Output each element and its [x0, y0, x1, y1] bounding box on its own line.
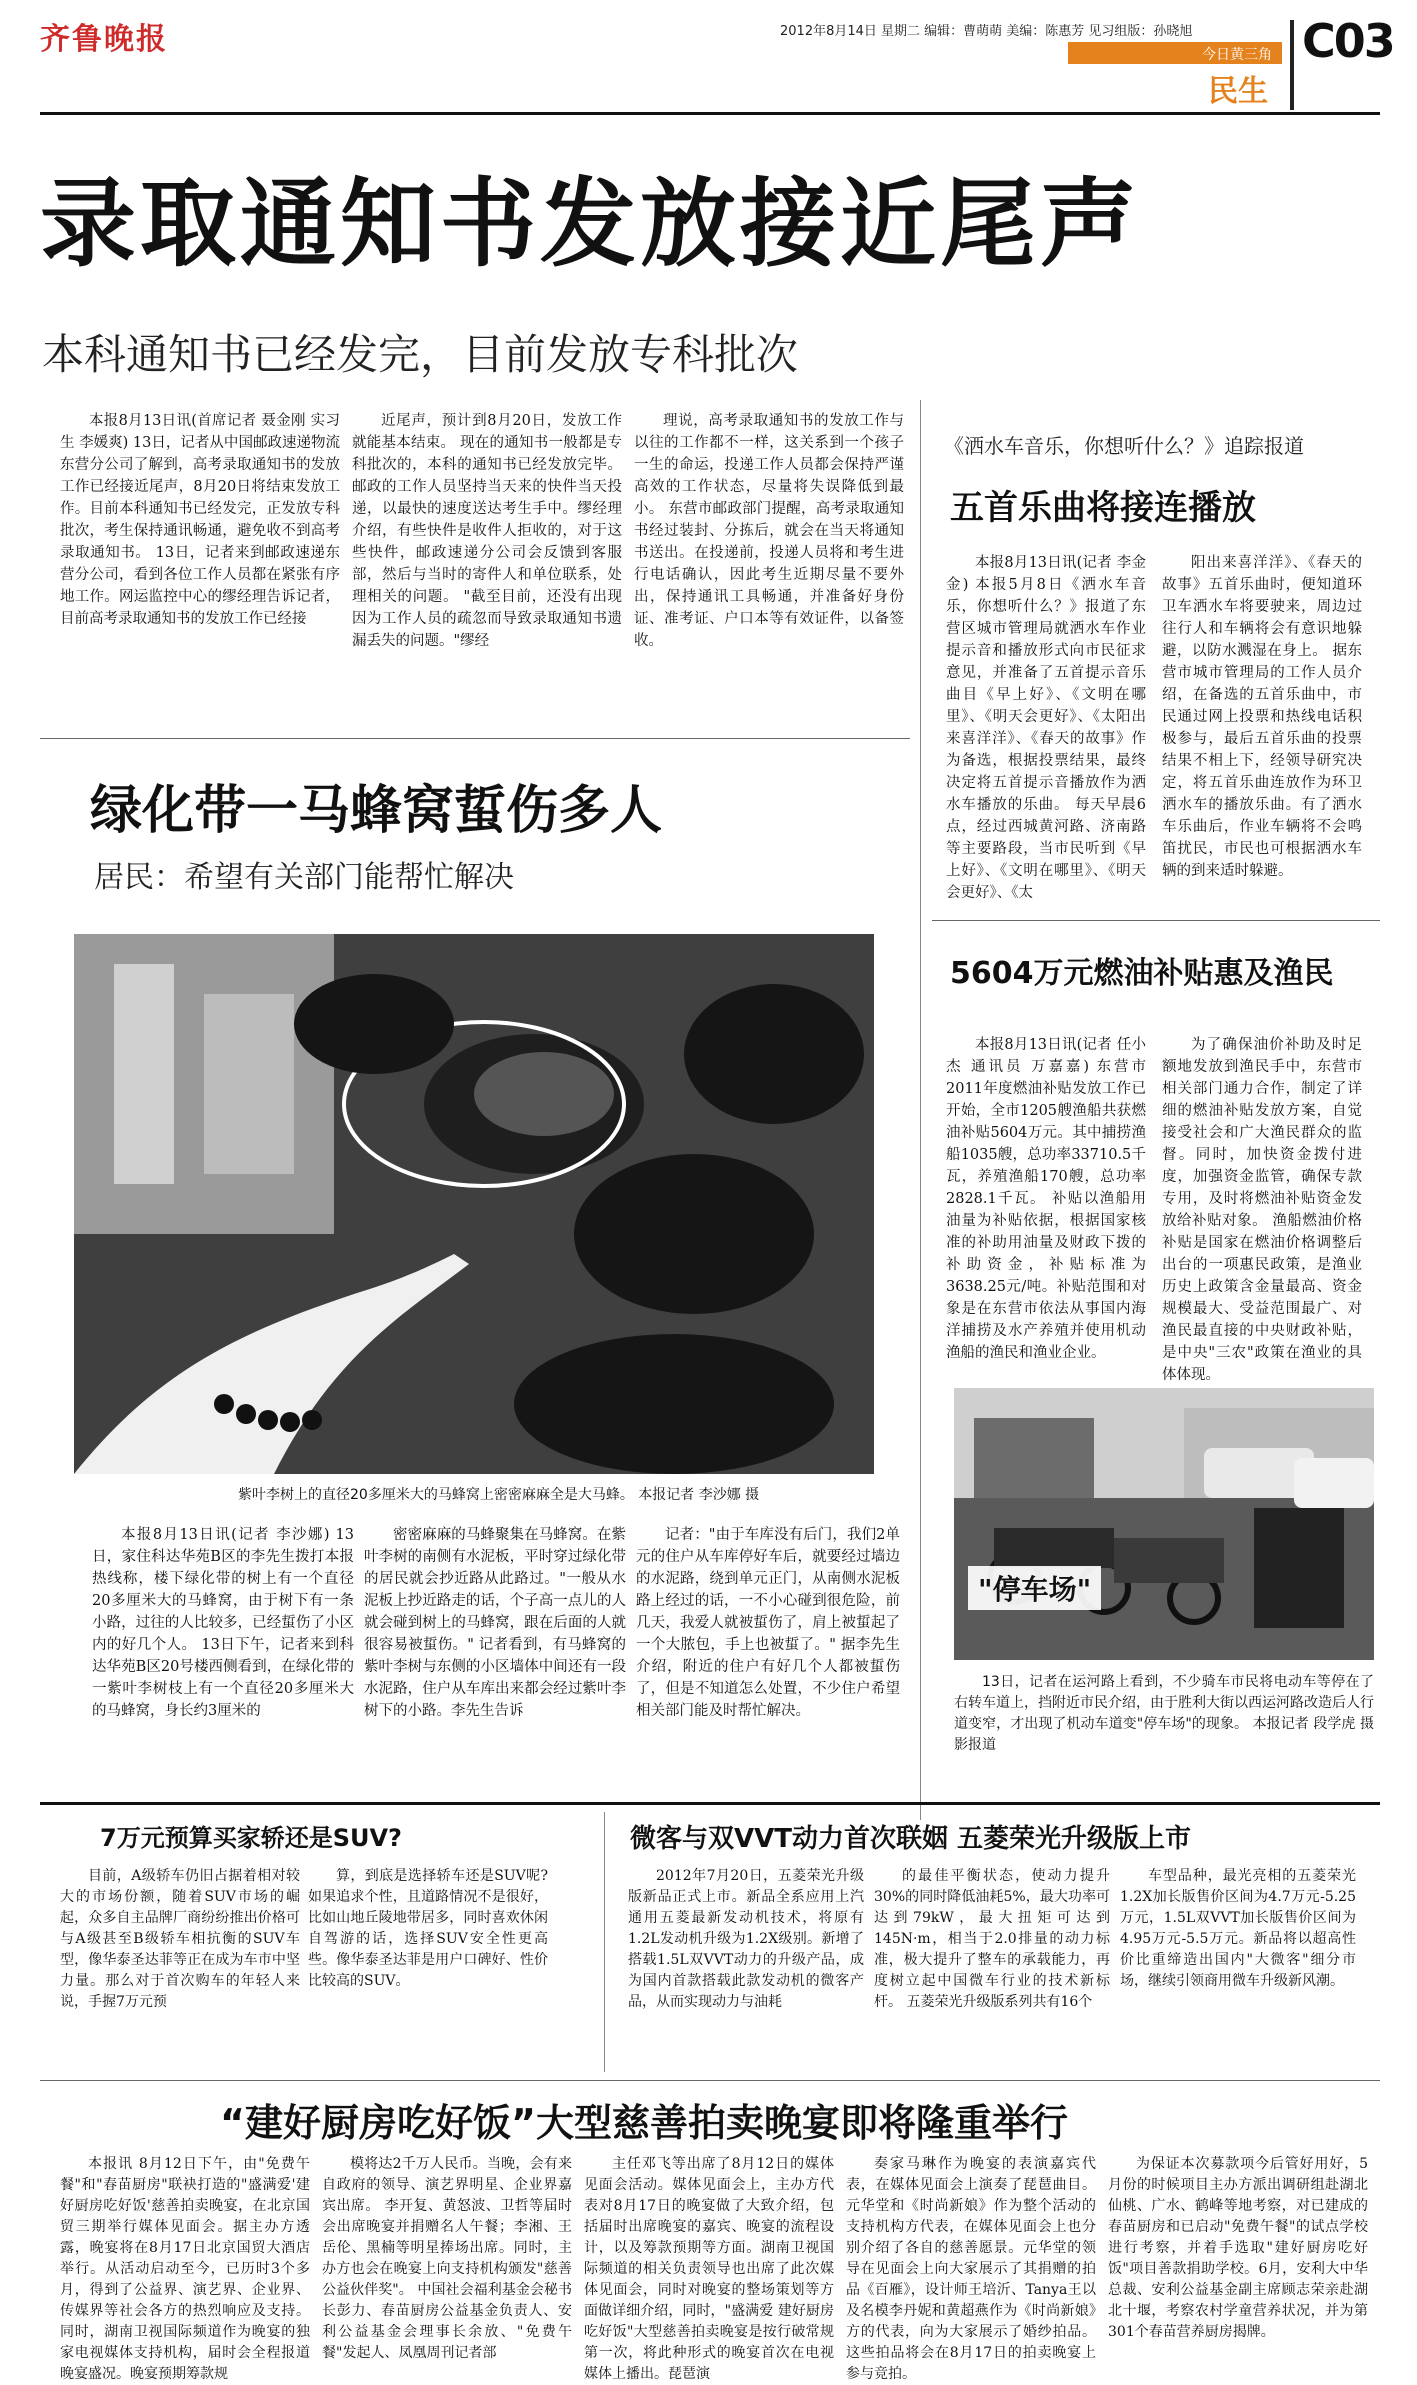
parking-tag: "停车场" [968, 1566, 1101, 1610]
lead-subheadline: 本科通知书已经发完，目前发放专科批次 [42, 330, 799, 379]
wasp-kicker: 居民：希望有关部门能帮忙解决 [94, 860, 514, 895]
suv-col-2: 算，到底是选择轿车还是SUV呢? 如果追求个性，且道路情况不是很好，比如山地丘陵地带居多，同时喜欢休闲自驾游的话，选择SUV安全性更高些。像华泰圣达菲是用户口碑好、性价比较高的SUV。 [308, 1868, 548, 1989]
wasp-caption: 紫叶李树上的直径20多厘米大的马蜂窝上密密麻麻全是大马蜂。 本报记者 李沙娜 摄 [238, 1487, 760, 1503]
wuling-col-3: 车型品种，最光亮相的五菱荣光1.2X加长版售价区间为4.7万元-5.25万元，1.5L双VVT加长版售价区间为4.95万元-5.5万元。新品将以超高性价比重缔造出国内"大微客"细分市场，继续引领商用微车升级新风潮。 [1120, 1868, 1356, 1989]
wasp-col-2: 密密麻麻的马蜂聚集在马蜂窝。在紫叶李树的南侧有水泥板，平时穿过绿化带的居民就会抄近路从此路过。"一般从水泥板上抄近路走的话，个子高一点儿的人就会碰到树上的马蜂窝，跟在后面的人就很容易被蜇伤。" 记者看到，有马蜂窝的紫叶李树与东侧的小区墙体中间还有一段水泥路，住户从车库出来都会经过紫叶李树下的小路。李先生告诉 [364, 1527, 626, 1719]
issue-meta: 2012年8月14日 星期二 编辑：曹萌萌 美编：陈惠芳 见习组版：孙晓旭 [780, 24, 1193, 39]
parking-caption: 13日，记者在运河路上看到，不少骑车市民将电动车等停在了右转车道上，挡附近市民介绍，由于胜利大街以西运河路改造后人行道变窄，才出现了机动车道变"停车场"的现象。 本报记者 段学虎 摄影报道 [954, 1674, 1374, 1753]
fuel-col-1: 本报8月13日讯(记者 任小杰 通讯员 万嘉嘉) 东营市2011年度燃油补贴发放工作已开始，全市1205艘渔船共获燃油补贴5604万元。其中捕捞渔船1035艘，总功率33710.5千瓦，养殖渔船170艘，总功率2828.1千瓦。 补贴以渔船用油量为补贴依据，根据国家核准的补助用油量及财政下拨的补助资金，补贴标准为3638.25元/吨。补贴范围和对象是在东营市依法从事国内海洋捕捞及水产养殖并使用机动渔船的渔民和渔业企业。 [946, 1037, 1146, 1361]
music-col-2: 阳出来喜洋洋》、《春天的故事》五首乐曲时，便知道环卫车洒水车将要驶来，周边过往行人和车辆将会有意识地躲避，以防水溅湿在身上。 据东营市城市管理局的工作人员介绍，在备选的五首乐曲中，市民通过网上投票和热线电话积极参与，最后五首乐曲的投票结果不相上下，经领导研究决定，将五首乐曲连放作为环卫洒水车的播放乐曲。有了洒水车乐曲后，作业车辆将不会鸣笛扰民，市民也可根据洒水车辆的到来适时躲避。 [1162, 555, 1362, 879]
wuling-col-2: 的最佳平衡状态，使动力提升30%的同时降低油耗5%，最大功率可达到79kW，最大扭矩可达到145N·m，相当于2.0排量的动力标准，极大提升了整车的承载能力，再度树立起中国微车行业的技术新标杆。 五菱荣光升级版系列共有16个 [874, 1868, 1110, 2010]
bottom-rule [40, 1802, 1380, 1805]
header-divider [1290, 20, 1294, 110]
parking-scene-graphic [954, 1388, 1374, 1660]
column-divider [920, 400, 921, 1820]
rule [40, 738, 910, 739]
music-col-1: 本报8月13日讯(记者 李金金) 本报5月8日《洒水车音乐，你想听什么？》报道了东营区城市管理局就洒水车作业提示音和播放形式向市民征求意见，并准备了五首提示音乐曲目《早上好》、《文明在哪里》、《明天会更好》、《太阳出来喜洋洋》、《春天的故事》作为备选，根据投票结果，最终决定将五首提示音播放作为洒水车播放的乐曲。 每天早晨6点，经过西城黄河路、济南路等主要路段，当市民听到《早上好》、《文明在哪里》、《明天会更好》、《太 [946, 555, 1146, 901]
wuling-headline: 微客与双VVT动力首次联姻 五菱荣光升级版上市 [630, 1824, 1192, 1854]
section-label: 民生 [1208, 74, 1268, 109]
lead-col-2: 近尾声，预计到8月20日，发放工作就能基本结束。 现在的通知书一般都是专科批次的，本科的通知书已经发放完毕。邮政的工作人员坚持当天来的快件当天投递，以最快的速度送达考生手中。缪经理介绍，有些快件是收件人拒收的，对于这些快件，邮政速递分公司会反馈到客服部，然后与当时的寄件人和单位联系，处理相关的问题。 "截至目前，还没有出现因为工作人员的疏忽而导致录取通知书遗漏丢失的问题。"缪经 [352, 413, 622, 649]
lead-col-3: 理说，高考录取通知书的发放工作与以往的工作都不一样，这关系到一个孩子一生的命运，投递工作人员都会保持严谨高效的工作状态，尽量将失误降低到最小。 东营市邮政部门提醒，高考录取通知书经过装封、分拣后，就会在当天将通知书送出。在投递前，投递人员将和考生进行电话确认，因此考生近期尽量不要外出，保持通讯工具畅通，并准备好身份证、准考证、户口本等有效证件，以备签收。 [634, 413, 904, 649]
charity-col-2: 模将达2千万人民币。当晚，会有来自政府的领导、演艺界明星、企业界嘉宾出席。 李开复、黄怒波、卫哲等届时会出席晚宴并捐赠名人午餐；李湘、王岳伦、黑楠等明星捧场出席。同时，主办方也会在晚宴上向支持机构颁发"慈善公益伙伴奖"。 中国社会福利基金会秘书长彭力、春苗厨房公益基金负责人、安利公益基金会理事长余放、"免费午餐"发起人、凤凰周刊记者部 [322, 2156, 572, 2361]
music-kicker: 《洒水车音乐，你想听什么？》追踪报道 [944, 434, 1304, 458]
wasp-headline: 绿化带一马蜂窝蜇伤多人 [90, 781, 663, 841]
masthead-logo: 齐鲁晚报 [40, 22, 168, 57]
header-rule [40, 112, 1380, 115]
parking-photo [954, 1388, 1374, 1660]
charity-col-3: 主任邓飞等出席了8月12日的媒体见面会活动。媒体见面会上，主办方代表对8月17日的晚宴做了大致介绍，包括届时出席晚宴的嘉宾、晚宴的流程设计，以及筹款预期等方面。湖南卫视国际频道的相关负责领导也出席了此次媒体见面会，同时对晚宴的整场策划等方面做详细介绍，同时，"盛满爱 建好厨房吃好饭"大型慈善拍卖晚宴是按行破常规第一次，将此种形式的晚宴首次在电视媒体上播出。琵琶演 [584, 2156, 834, 2382]
wasp-col-3: 记者："由于车库没有后门，我们2单元的住户从车库停好车后，就要经过墙边的水泥路，绕到单元正门，从南侧水泥板路上经过的话，一不小心碰到很危险，前几天，我爱人就被蜇伤了，肩上被蜇起了一个大脓包，手上也被蜇了。" 据李先生介绍，附近的住户有好几个人都被蜇伤了，但是不知道怎么处置，不少住户希望相关部门能及时帮忙解决。 [636, 1527, 900, 1719]
suv-col-1: 目前，A级轿车仍旧占据着相对较大的市场份额，随着SUV市场的崛起，众多自主品牌厂商纷纷推出价格可与A级甚至B级轿车相抗衡的SUV车型，像华泰圣达菲等正在成为车市中坚力量。那么对于首次购车的年轻人来说，手握7万元预 [60, 1868, 300, 2010]
wasp-nest-photo [74, 934, 874, 1474]
charity-col-4: 奏家马琳作为晚宴的表演嘉宾代表，在媒体见面会上演奏了琵琶曲目。元华堂和《时尚新娘》作为整个活动的支持机构方代表，在媒体见面会上也分别介绍了各自的慈善愿景。元华堂的领导在见面会上向大家展示了其捐赠的拍品《百雁》，设计师王培沂、Tanya王以及名模李丹妮和黄超燕作为《时尚新娘》方的代表，向为大家展示了婚纱拍品。这些拍品将会在8月17日的拍卖晚宴上参与竞拍。 [846, 2156, 1096, 2382]
rule [40, 2080, 1380, 2081]
wuling-col-1: 2012年7月20日，五菱荣光升级版新品正式上市。新品全系应用上汽通用五菱最新发动机技术，将原有1.2L发动机升级为1.2X级别。新增了搭载1.5L双VVT动力的升级产品，成为国内首款搭载此款发动机的微客产品，从而实现动力与油耗 [628, 1868, 864, 2010]
charity-col-5: 为保证本次募款项今后管好用好，5月份的时候项目主办方派出调研组赴湖北仙桃、广水、鹤峰等地考察，对已建成的春苗厨房和已启动"免费午餐"的试点学校进行考察，并着手选取"建好厨房吃好饭"项目善款捐助学校。6月，安利大中华总裁、安利公益基金副主席顾志荣亲赴湖北十堰，考察农村学童营养状况，并为第301个春苗营养厨房揭牌。 [1108, 2156, 1368, 2340]
wasp-nest-scene-graphic [74, 934, 874, 1474]
wasp-col-1: 本报8月13日讯(记者 李沙娜) 13日，家住科达华苑B区的李先生拨打本报热线称，楼下绿化带的树上有一个直径20多厘米大的马蜂窝，由于树下有一条小路，过往的人比较多，已经蜇伤了小区内的好几个人。 13日下午，记者来到科达华苑B区20号楼西侧看到，在绿化带的一紫叶李树枝上有一个直径20多厘米大的马蜂窝，身长约3厘米的 [92, 1527, 354, 1719]
lead-col-1: 本报8月13日讯(首席记者 聂金刚 实习生 李媛爽) 13日，记者从中国邮政速递物流东营分公司了解到，高考录取通知书的发放工作已经接近尾声，8月20日将结束发放工作。目前本科通知书已经发完，正发放专科批次，考生保持通讯畅通，避免收不到高考录取通知书。 13日，记者来到邮政速递东营分公司，看到各位工作人员都在紧张有序地工作。网运监控中心的缪经理告诉记者，目前高考录取通知书的发放工作已经接 [60, 413, 340, 627]
page-number: C03 [1302, 14, 1394, 68]
rule [932, 920, 1380, 921]
charity-headline: “建好厨房吃好饭”大型慈善拍卖晚宴即将隆重举行 [220, 2101, 1068, 2145]
fuel-col-2: 为了确保油价补助及时足额地发放到渔民手中，东营市相关部门通力合作，制定了详细的燃油补贴发放方案，自觉接受社会和广大渔民群众的监督。同时，加快资金拨付进度，加强资金监管，确保专款专用，及时将燃油补贴资金发放给补贴对象。 渔船燃油价格补贴是国家在燃油价格调整后出台的一项惠民政策，是渔业历史上政策含金量最高、资金规模最大、受益范围最广、对渔民最直接的中央财政补贴，是中央"三农"政策在渔业的具体体现。 [1162, 1037, 1362, 1383]
column-divider [604, 1812, 605, 2072]
suv-headline: 7万元预算买家轿还是SUV? [100, 1824, 402, 1852]
charity-col-1: 本报讯 8月12日下午，由"免费午餐"和"春苗厨房"联袂打造的"盛满爱'建好厨房吃好饭'慈善拍卖晚宴，在北京国贸三期举行媒体见面会。据主办方透露，晚宴将在8月17日北京国贸大酒店举行。从活动启动至今，已历时3个多月，得到了公益界、演艺界、企业界、传媒界等社会各方的热烈响应及支持。同时，湖南卫视国际频道作为晚宴的独家电视媒体支持机构，届时会全程报道晚宴盛况。晚宴预期筹款规 [60, 2156, 310, 2382]
sub-section-label: 今日黄三角 [1068, 42, 1282, 64]
fuel-headline: 5604万元燃油补贴惠及渔民 [950, 956, 1334, 991]
music-headline: 五首乐曲将接连播放 [950, 488, 1256, 528]
lead-headline: 录取通知书发放接近尾声 [40, 168, 1140, 280]
